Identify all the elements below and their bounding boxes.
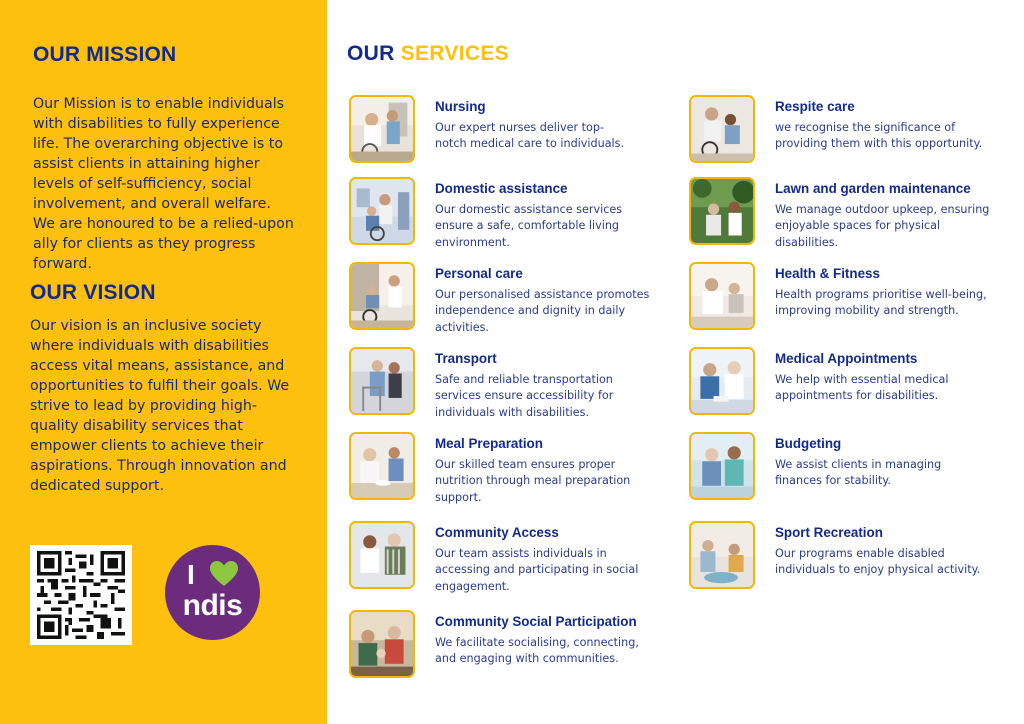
- service-title: Sport Recreation: [775, 525, 883, 540]
- services-heading: [347, 42, 509, 66]
- service-title: Meal Preparation: [435, 436, 543, 451]
- heart-icon: [210, 561, 238, 587]
- qr-code-pattern: [36, 551, 126, 639]
- service-title: Domestic assistance: [435, 181, 568, 196]
- service-sport-recreation: [689, 521, 1009, 601]
- qr-code[interactable]: [30, 545, 132, 645]
- vision-text: Our vision is an inclusive society where individuals with disabilities access vital means, assistance, and opportunities to fulfil their goals. We strive to lead by providing high-quality disability services that empower clients to achieve their aspirations. Through innovation and dedicated support.: [30, 318, 290, 494]
- service-photo: [349, 262, 415, 330]
- service-personal-care: [349, 262, 669, 342]
- mission-text: Our Mission is to enable individuals with disabilities to fully experience life. The overarching objective is to assist clients in attaining higher levels of self-sufficiency, social involvement, and overall welfare. We are honoured to be a relied-upon ally for clients as they progress forward.: [33, 96, 294, 272]
- service-description: Our team assists individuals in accessing and participating in social engagement.: [435, 547, 639, 593]
- service-health-fitness: [689, 262, 1009, 342]
- service-photo: [689, 432, 755, 500]
- service-photo: [689, 347, 755, 415]
- service-photo: [689, 177, 755, 245]
- service-photo: [349, 610, 415, 678]
- service-title: Health & Fitness: [775, 266, 880, 281]
- service-description: We help with essential medical appointments for disabilities.: [775, 373, 949, 403]
- service-photo: [349, 347, 415, 415]
- service-title: Medical Appointments: [775, 351, 918, 366]
- service-title: Nursing: [435, 99, 486, 114]
- service-domestic-assistance: [349, 177, 669, 257]
- service-description: Our personalised assistance promotes independence and dignity in daily activities.: [435, 288, 650, 334]
- mission-heading: OUR MISSION: [33, 43, 177, 66]
- service-medical-appointments: [689, 347, 1009, 427]
- service-photo: [349, 95, 415, 163]
- ndis-logo-i: I: [187, 559, 195, 590]
- service-transport: [349, 347, 669, 427]
- service-title: Budgeting: [775, 436, 842, 451]
- service-photo: [689, 262, 755, 330]
- service-title: Community Social Participation: [435, 614, 637, 629]
- service-description: Health programs prioritise well-being, improving mobility and strength.: [775, 288, 987, 318]
- ndis-logo-word: ndis: [182, 589, 243, 622]
- service-description: Our expert nurses deliver top-notch medical care to individuals.: [435, 121, 625, 151]
- service-community-access: [349, 521, 669, 601]
- services-heading-our: OUR: [347, 42, 395, 65]
- service-photo: [689, 95, 755, 163]
- service-lawn-and-garden-maintenance: [689, 177, 1009, 257]
- service-description: We facilitate socialising, connecting, and engaging with communities.: [435, 636, 639, 666]
- ndis-logo: [165, 545, 260, 640]
- service-title: Respite care: [775, 99, 855, 114]
- service-title: Community Access: [435, 525, 559, 540]
- service-title: Transport: [435, 351, 497, 366]
- service-description: Our programs enable disabled individuals to enjoy physical activity.: [775, 547, 981, 577]
- service-nursing: [349, 95, 669, 175]
- service-description: We assist clients in managing finances for stability.: [775, 458, 942, 488]
- service-budgeting: [689, 432, 1009, 512]
- service-title: Personal care: [435, 266, 523, 281]
- services-heading-services: SERVICES: [400, 42, 509, 65]
- vision-heading: OUR VISION: [30, 281, 156, 304]
- service-photo: [689, 521, 755, 589]
- service-description: We manage outdoor upkeep, ensuring enjoyable spaces for physical disabilities.: [775, 203, 990, 249]
- service-photo: [349, 177, 415, 245]
- service-description: Our skilled team ensures proper nutrition through meal preparation support.: [435, 458, 631, 504]
- service-respite-care: [689, 95, 1009, 175]
- service-description: Safe and reliable transportation services ensure accessibility for individuals with disabilities.: [435, 373, 614, 419]
- service-photo: [349, 521, 415, 589]
- service-meal-preparation: [349, 432, 669, 512]
- service-description: Our domestic assistance services ensure a safe, comfortable living environment.: [435, 203, 623, 249]
- service-community-social-participation: [349, 610, 669, 690]
- service-photo: [349, 432, 415, 500]
- service-description: we recognise the significance of providing them with this opportunity.: [775, 121, 983, 151]
- service-title: Lawn and garden maintenance: [775, 181, 971, 196]
